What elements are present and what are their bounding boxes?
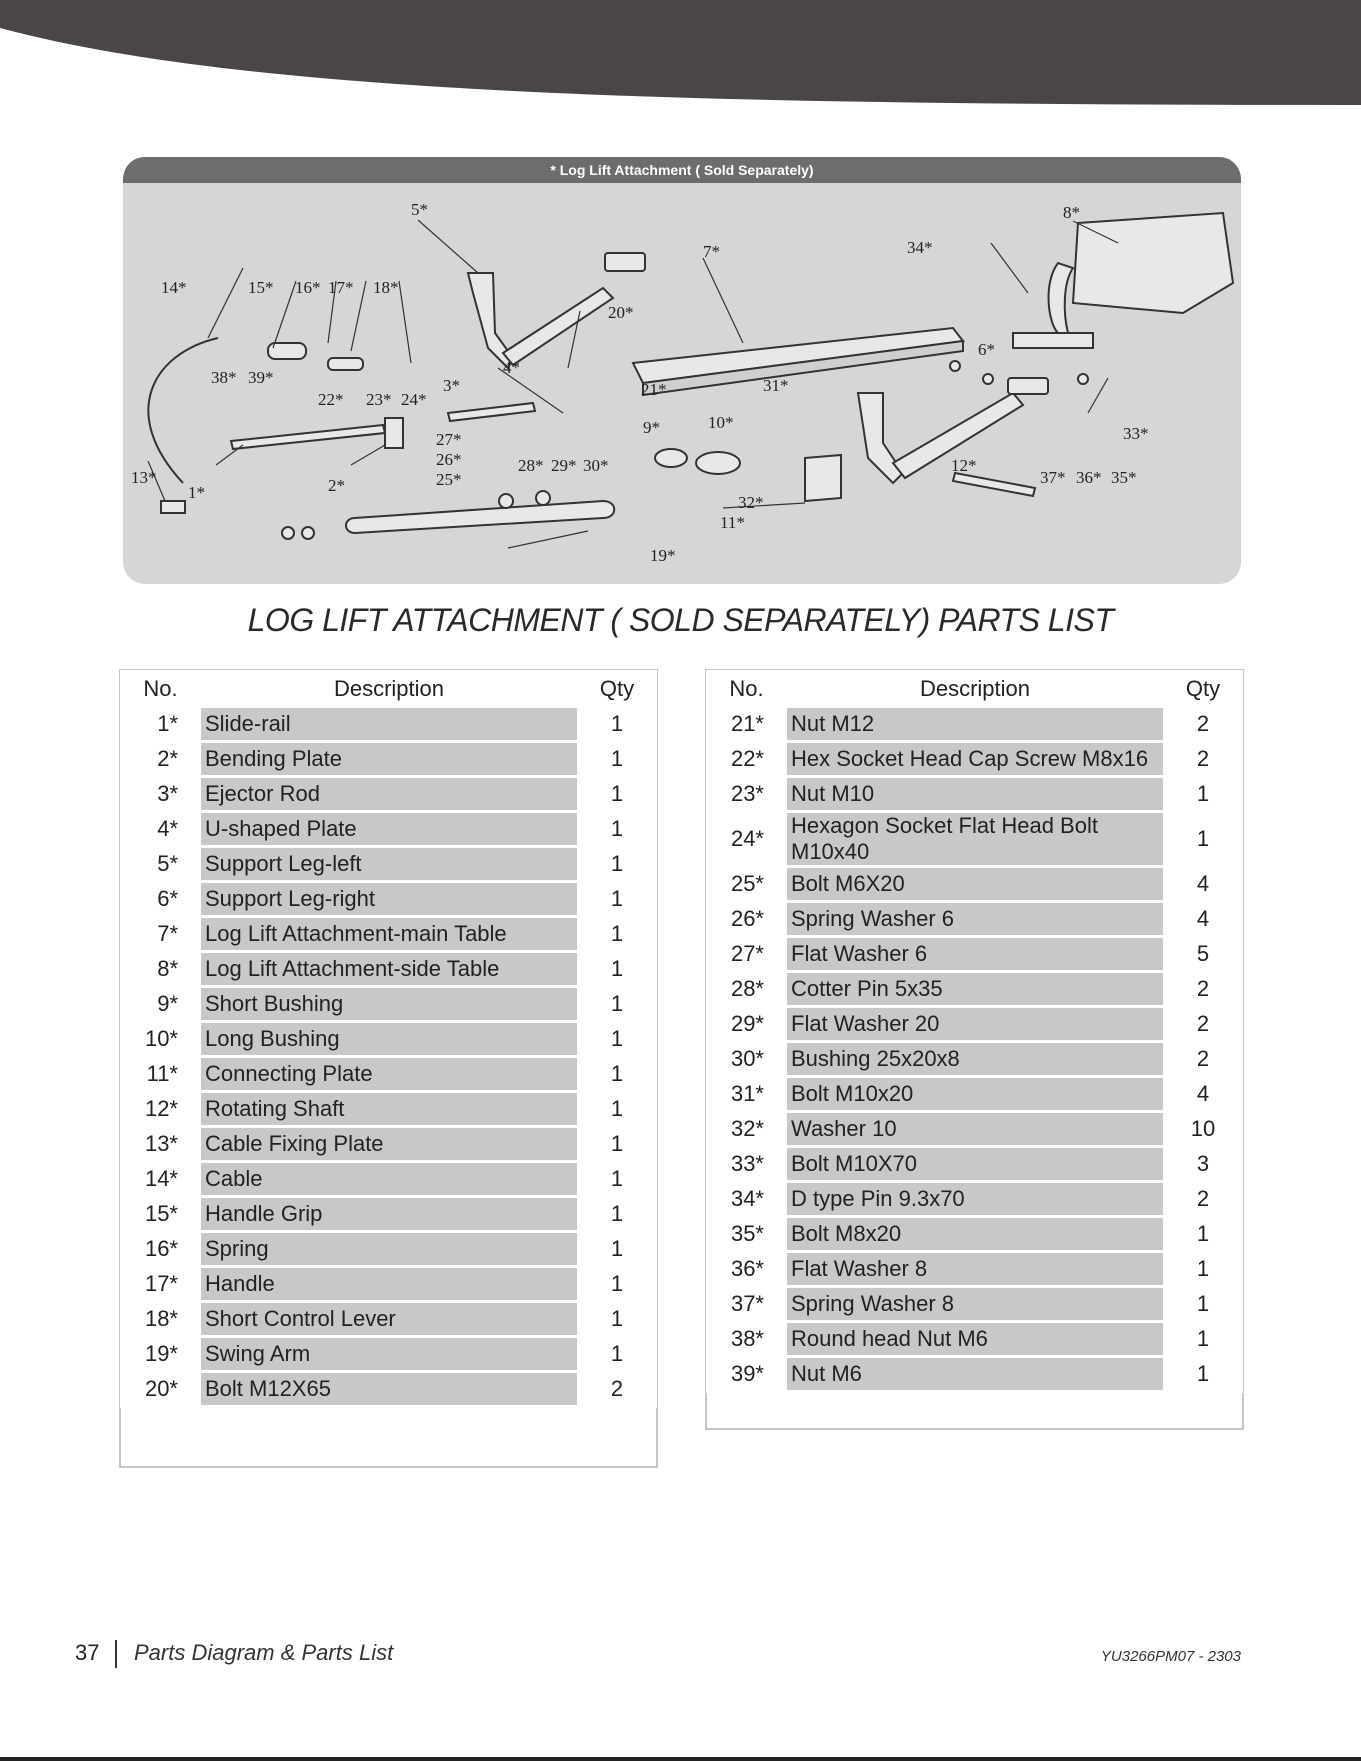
part-number-cell: 25* bbox=[708, 867, 786, 902]
part-number-cell: 36* bbox=[708, 1252, 786, 1287]
footer-separator bbox=[115, 1640, 117, 1668]
label-24: 24* bbox=[401, 390, 427, 409]
table-row bbox=[122, 1162, 656, 1197]
part-description-cell: Nut M12 bbox=[786, 707, 1165, 742]
part-qty-cell: 10 bbox=[1165, 1112, 1242, 1147]
part-number-cell: 19* bbox=[122, 1337, 200, 1372]
part-qty-cell: 1 bbox=[579, 707, 656, 742]
table-row bbox=[122, 1232, 656, 1267]
label-31: 31* bbox=[763, 376, 789, 395]
footer-section-title: Parts Diagram & Parts List bbox=[134, 1640, 394, 1665]
part-qty-cell: 2 bbox=[1165, 1007, 1242, 1042]
table-row bbox=[708, 1077, 1242, 1112]
part-description-cell: Short Bushing bbox=[200, 987, 579, 1022]
diagram-drawing bbox=[123, 183, 1241, 584]
part-qty-cell: 1 bbox=[1165, 1287, 1242, 1322]
part-number-cell: 20* bbox=[122, 1372, 200, 1407]
header-band bbox=[0, 0, 1361, 110]
table-row bbox=[122, 742, 656, 777]
page-number: 37 bbox=[75, 1640, 100, 1665]
table-row bbox=[708, 1182, 1242, 1217]
part-qty-cell: 1 bbox=[579, 742, 656, 777]
label-25: 25* bbox=[436, 470, 462, 489]
label-20: 20* bbox=[608, 303, 634, 322]
table-row bbox=[708, 937, 1242, 972]
table-row bbox=[122, 707, 656, 742]
part-description-cell: Connecting Plate bbox=[200, 1057, 579, 1092]
part-number-cell: 35* bbox=[708, 1217, 786, 1252]
table-row bbox=[122, 1057, 656, 1092]
diagram-title: * Log Lift Attachment ( Sold Separately) bbox=[123, 157, 1241, 183]
label-37: 37* bbox=[1040, 468, 1066, 487]
label-27: 27* bbox=[436, 430, 462, 449]
table-row bbox=[708, 1357, 1242, 1392]
part-description-cell: Bolt M8x20 bbox=[786, 1217, 1165, 1252]
part-number-cell: 11* bbox=[122, 1057, 200, 1092]
part-number-cell: 9* bbox=[122, 987, 200, 1022]
label-6: 6* bbox=[978, 340, 995, 359]
label-22: 22* bbox=[318, 390, 344, 409]
part-number-cell: 27* bbox=[708, 937, 786, 972]
part-description-cell: Bushing 25x20x8 bbox=[786, 1042, 1165, 1077]
label-18: 18* bbox=[373, 278, 399, 297]
label-3: 3* bbox=[443, 376, 460, 395]
part-description-cell: D type Pin 9.3x70 bbox=[786, 1182, 1165, 1217]
table-row bbox=[122, 917, 656, 952]
part-number-cell: 6* bbox=[122, 882, 200, 917]
label-2: 2* bbox=[328, 476, 345, 495]
label-4: 4* bbox=[503, 358, 520, 377]
part-qty-cell: 1 bbox=[579, 1092, 656, 1127]
header-qty: Qty bbox=[579, 672, 656, 707]
part-qty-cell: 1 bbox=[1165, 812, 1242, 867]
part-description-cell: Flat Washer 20 bbox=[786, 1007, 1165, 1042]
part-number-cell: 18* bbox=[122, 1302, 200, 1337]
part-qty-cell: 4 bbox=[1165, 867, 1242, 902]
table-row bbox=[122, 1022, 656, 1057]
part-description-cell: Ejector Rod bbox=[200, 777, 579, 812]
table-row bbox=[708, 777, 1242, 812]
label-32: 32* bbox=[738, 493, 764, 512]
part-qty-cell: 1 bbox=[579, 1162, 656, 1197]
part-description-cell: Long Bushing bbox=[200, 1022, 579, 1057]
part-qty-cell: 1 bbox=[579, 1022, 656, 1057]
part-qty-cell: 2 bbox=[1165, 972, 1242, 1007]
part-qty-cell: 1 bbox=[579, 1232, 656, 1267]
label-14: 14* bbox=[161, 278, 187, 297]
part-description-cell: Bolt M10X70 bbox=[786, 1147, 1165, 1182]
bottom-band bbox=[0, 1757, 1361, 1761]
part-number-cell: 26* bbox=[708, 902, 786, 937]
part-number-cell: 39* bbox=[708, 1357, 786, 1392]
part-qty-cell: 1 bbox=[1165, 1217, 1242, 1252]
label-26: 26* bbox=[436, 450, 462, 469]
label-30: 30* bbox=[583, 456, 609, 475]
part-qty-cell: 1 bbox=[579, 1337, 656, 1372]
table-row bbox=[708, 1147, 1242, 1182]
header-qty: Qty bbox=[1165, 672, 1242, 707]
part-number-cell: 12* bbox=[122, 1092, 200, 1127]
label-5: 5* bbox=[411, 200, 428, 219]
part-description-cell: Short Control Lever bbox=[200, 1302, 579, 1337]
part-qty-cell: 1 bbox=[1165, 1322, 1242, 1357]
part-number-cell: 13* bbox=[122, 1127, 200, 1162]
part-qty-cell: 3 bbox=[1165, 1147, 1242, 1182]
part-description-cell: Support Leg-left bbox=[200, 847, 579, 882]
part-number-cell: 24* bbox=[708, 812, 786, 867]
part-description-cell: Flat Washer 6 bbox=[786, 937, 1165, 972]
table-row bbox=[708, 1112, 1242, 1147]
label-11: 11* bbox=[720, 513, 745, 532]
part-qty-cell: 5 bbox=[1165, 937, 1242, 972]
table-row bbox=[708, 867, 1242, 902]
part-number-cell: 34* bbox=[708, 1182, 786, 1217]
part-qty-cell: 1 bbox=[579, 952, 656, 987]
table-row bbox=[708, 902, 1242, 937]
label-17: 17* bbox=[328, 278, 354, 297]
header-no: No. bbox=[122, 672, 200, 707]
part-description-cell: Bolt M12X65 bbox=[200, 1372, 579, 1407]
label-7: 7* bbox=[703, 242, 720, 261]
label-23: 23* bbox=[366, 390, 392, 409]
label-39: 39* bbox=[248, 368, 274, 387]
part-description-cell: Hexagon Socket Flat Head Bolt M10x40 bbox=[786, 812, 1165, 867]
part-description-cell: Cable Fixing Plate bbox=[200, 1127, 579, 1162]
table-row bbox=[122, 987, 656, 1022]
header-description: Description bbox=[786, 672, 1165, 707]
table-row bbox=[122, 812, 656, 847]
part-number-cell: 17* bbox=[122, 1267, 200, 1302]
table-row bbox=[122, 1267, 656, 1302]
label-15: 15* bbox=[248, 278, 274, 297]
part-number-cell: 32* bbox=[708, 1112, 786, 1147]
table-row bbox=[708, 1252, 1242, 1287]
label-38: 38* bbox=[211, 368, 237, 387]
header-description: Description bbox=[200, 672, 579, 707]
label-8: 8* bbox=[1063, 203, 1080, 222]
label-13: 13* bbox=[131, 468, 157, 487]
table-row bbox=[122, 882, 656, 917]
label-28: 28* bbox=[518, 456, 544, 475]
part-description-cell: Cable bbox=[200, 1162, 579, 1197]
part-qty-cell: 1 bbox=[1165, 1357, 1242, 1392]
part-qty-cell: 1 bbox=[579, 1267, 656, 1302]
table-row bbox=[122, 1337, 656, 1372]
part-number-cell: 37* bbox=[708, 1287, 786, 1322]
table-row bbox=[122, 1302, 656, 1337]
label-36: 36* bbox=[1076, 468, 1102, 487]
table-row bbox=[708, 742, 1242, 777]
part-qty-cell: 4 bbox=[1165, 902, 1242, 937]
part-description-cell: Rotating Shaft bbox=[200, 1092, 579, 1127]
part-qty-cell: 1 bbox=[579, 1197, 656, 1232]
part-number-cell: 31* bbox=[708, 1077, 786, 1112]
table-row bbox=[708, 1042, 1242, 1077]
part-description-cell: Slide-rail bbox=[200, 707, 579, 742]
document-code: YU3266PM07 - 2303 bbox=[1100, 1648, 1241, 1665]
part-number-cell: 33* bbox=[708, 1147, 786, 1182]
label-34: 34* bbox=[907, 238, 933, 257]
part-description-cell: Support Leg-right bbox=[200, 882, 579, 917]
part-description-cell: Round head Nut M6 bbox=[786, 1322, 1165, 1357]
part-qty-cell: 1 bbox=[1165, 777, 1242, 812]
label-10: 10* bbox=[708, 413, 734, 432]
part-description-cell: Washer 10 bbox=[786, 1112, 1165, 1147]
part-qty-cell: 1 bbox=[579, 917, 656, 952]
part-description-cell: Bending Plate bbox=[200, 742, 579, 777]
table-row bbox=[708, 1322, 1242, 1357]
part-number-cell: 4* bbox=[122, 812, 200, 847]
table-row bbox=[122, 952, 656, 987]
label-16: 16* bbox=[295, 278, 321, 297]
part-description-cell: Log Lift Attachment-main Table bbox=[200, 917, 579, 952]
table-row bbox=[708, 1287, 1242, 1322]
part-description-cell: Spring bbox=[200, 1232, 579, 1267]
table-row bbox=[122, 1092, 656, 1127]
table-row bbox=[708, 1007, 1242, 1042]
part-qty-cell: 1 bbox=[579, 1057, 656, 1092]
part-qty-cell: 1 bbox=[1165, 1252, 1242, 1287]
part-description-cell: Bolt M10x20 bbox=[786, 1077, 1165, 1112]
parts-table-right bbox=[706, 670, 1243, 1393]
part-qty-cell: 2 bbox=[1165, 1042, 1242, 1077]
table-row bbox=[708, 972, 1242, 1007]
label-33: 33* bbox=[1123, 424, 1149, 443]
part-number-cell: 22* bbox=[708, 742, 786, 777]
part-number-cell: 15* bbox=[122, 1197, 200, 1232]
part-description-cell: Nut M10 bbox=[786, 777, 1165, 812]
part-description-cell: Nut M6 bbox=[786, 1357, 1165, 1392]
label-29: 29* bbox=[551, 456, 577, 475]
part-qty-cell: 1 bbox=[579, 1302, 656, 1337]
table-row bbox=[122, 777, 656, 812]
part-description-cell: Cotter Pin 5x35 bbox=[786, 972, 1165, 1007]
part-description-cell: Spring Washer 6 bbox=[786, 902, 1165, 937]
part-number-cell: 5* bbox=[122, 847, 200, 882]
table-row bbox=[122, 847, 656, 882]
part-description-cell: Log Lift Attachment-side Table bbox=[200, 952, 579, 987]
part-number-cell: 7* bbox=[122, 917, 200, 952]
part-description-cell: Bolt M6X20 bbox=[786, 867, 1165, 902]
part-description-cell: Hex Socket Head Cap Screw M8x16 bbox=[786, 742, 1165, 777]
part-description-cell: Spring Washer 8 bbox=[786, 1287, 1165, 1322]
part-qty-cell: 1 bbox=[579, 882, 656, 917]
label-19: 19* bbox=[650, 546, 676, 565]
part-number-cell: 30* bbox=[708, 1042, 786, 1077]
label-35: 35* bbox=[1111, 468, 1137, 487]
part-qty-cell: 4 bbox=[1165, 1077, 1242, 1112]
part-number-cell: 16* bbox=[122, 1232, 200, 1267]
part-qty-cell: 2 bbox=[1165, 742, 1242, 777]
part-qty-cell: 1 bbox=[579, 987, 656, 1022]
label-9: 9* bbox=[643, 418, 660, 437]
part-number-cell: 21* bbox=[708, 707, 786, 742]
part-number-cell: 8* bbox=[122, 952, 200, 987]
page-title: LOG LIFT ATTACHMENT ( SOLD SEPARATELY) PARTS LIST bbox=[247, 602, 1114, 638]
part-number-cell: 14* bbox=[122, 1162, 200, 1197]
parts-table-left bbox=[120, 670, 657, 1408]
table-row bbox=[708, 812, 1242, 867]
table-row bbox=[122, 1127, 656, 1162]
table-header-row bbox=[122, 672, 656, 707]
table-row bbox=[708, 1217, 1242, 1252]
part-number-cell: 38* bbox=[708, 1322, 786, 1357]
table-row bbox=[708, 707, 1242, 742]
table-header-row bbox=[708, 672, 1242, 707]
part-number-cell: 2* bbox=[122, 742, 200, 777]
part-number-cell: 10* bbox=[122, 1022, 200, 1057]
part-qty-cell: 2 bbox=[579, 1372, 656, 1407]
part-number-cell: 23* bbox=[708, 777, 786, 812]
part-description-cell: Swing Arm bbox=[200, 1337, 579, 1372]
part-qty-cell: 2 bbox=[1165, 707, 1242, 742]
label-12: 12* bbox=[951, 456, 977, 475]
label-1: 1* bbox=[188, 483, 205, 502]
part-description-cell: Handle Grip bbox=[200, 1197, 579, 1232]
table-row bbox=[122, 1197, 656, 1232]
part-qty-cell: 1 bbox=[579, 812, 656, 847]
part-description-cell: U-shaped Plate bbox=[200, 812, 579, 847]
exploded-parts-diagram bbox=[123, 157, 1241, 584]
part-description-cell: Flat Washer 8 bbox=[786, 1252, 1165, 1287]
part-number-cell: 1* bbox=[122, 707, 200, 742]
part-number-cell: 29* bbox=[708, 1007, 786, 1042]
part-number-cell: 28* bbox=[708, 972, 786, 1007]
label-21: 21* bbox=[641, 380, 667, 399]
part-qty-cell: 1 bbox=[579, 847, 656, 882]
part-qty-cell: 1 bbox=[579, 1127, 656, 1162]
part-qty-cell: 2 bbox=[1165, 1182, 1242, 1217]
part-qty-cell: 1 bbox=[579, 777, 656, 812]
table-row bbox=[122, 1372, 656, 1407]
header-no: No. bbox=[708, 672, 786, 707]
part-number-cell: 3* bbox=[122, 777, 200, 812]
part-description-cell: Handle bbox=[200, 1267, 579, 1302]
